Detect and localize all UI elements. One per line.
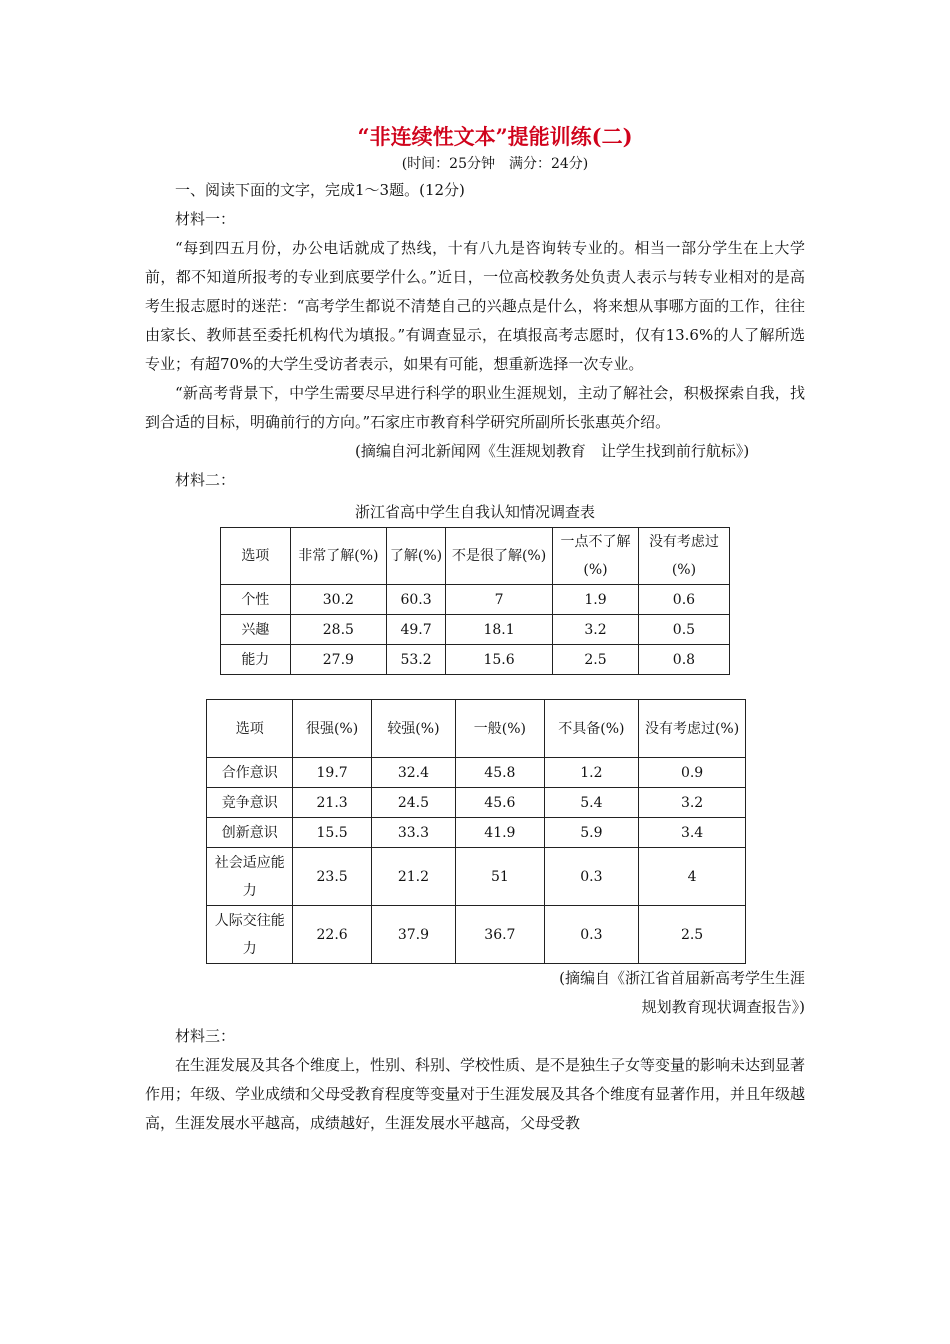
table-header-cell: 选项 [221, 528, 291, 585]
table-cell: 53.2 [387, 645, 446, 675]
table-cell: 0.9 [639, 758, 746, 788]
table-header-cell: 选项 [207, 700, 293, 758]
table-cell: 49.7 [387, 615, 446, 645]
table-cell: 1.2 [544, 758, 639, 788]
material-2-source-line-2: 规划教育现状调查报告》) [641, 998, 805, 1016]
table-cell: 36.7 [456, 906, 544, 964]
table-row [221, 615, 730, 645]
table-header-cell: 不是很了解(%) [446, 528, 553, 585]
table-cell: 4 [639, 848, 746, 906]
table-cell: 22.6 [293, 906, 371, 964]
table-header-cell: 较强(%) [371, 700, 455, 758]
table-cell: 竞争意识 [207, 788, 293, 818]
table-cell: 51 [456, 848, 544, 906]
material-1-paragraph-1: “每到四五月份，办公电话就成了热线，十有八九是咨询转专业的。相当一部分学生在上大学前，都不知道所报考的专业到底要学什么。”近日，一位高校教务处负责人表示与转专业相对的是高考生报志愿时的迷茫：“高考学生都说不清楚自己的兴趣点是什么，将来想从事哪方面的工作，往往由家长、教师甚至委托机构代为填报。”有调查显示，在填报高考志愿时，仅有13.6%的人了解所选专业；有超70%的大学生受访者表示，如果有可能，想重新选择一次专业。 [145, 239, 805, 373]
table-cell: 兴趣 [221, 615, 291, 645]
table-cell: 15.6 [446, 645, 553, 675]
question-instruction: 一、阅读下面的文字，完成1～3题。(12分) [175, 181, 465, 199]
table-1-caption: 浙江省高中学生自我认知情况调查表 [354, 503, 595, 521]
material-2-source-line-1: (摘编自《浙江省首届新高考学生生涯 [559, 969, 805, 987]
document-content [145, 122, 805, 1138]
table-cell: 3.2 [639, 788, 746, 818]
table-cell: 27.9 [290, 645, 386, 675]
table-row [207, 818, 746, 848]
table-cell: 0.5 [638, 615, 729, 645]
table-cell: 41.9 [456, 818, 544, 848]
table-cell: 21.3 [293, 788, 371, 818]
table-header-row [221, 528, 730, 585]
table-cell: 21.2 [371, 848, 455, 906]
table-header-cell: 很强(%) [293, 700, 371, 758]
material-1-label: 材料一： [175, 210, 236, 228]
table-cell: 5.4 [544, 788, 639, 818]
table-cell: 3.4 [639, 818, 746, 848]
table-cell: 0.3 [544, 848, 639, 906]
table-cell: 30.2 [290, 585, 386, 615]
material-3-label: 材料三： [175, 1027, 236, 1045]
table-cell: 45.8 [456, 758, 544, 788]
material-3-paragraph-1: 在生涯发展及其各个维度上，性别、科别、学校性质、是不是独生子女等变量的影响未达到显著作用；年级、学业成绩和父母受教育程度等变量对于生涯发展及其各个维度有显著作用，并且年级越高，生涯发展水平越高，成绩越好，生涯发展水平越高，父母受教 [145, 1056, 806, 1132]
table-header-cell: 非常了解(%) [290, 528, 386, 585]
table-cell: 18.1 [446, 615, 553, 645]
table-row [221, 585, 730, 615]
table-cell: 33.3 [371, 818, 455, 848]
ability-survey-table [206, 699, 746, 964]
table-cell: 合作意识 [207, 758, 293, 788]
table-row [221, 645, 730, 675]
table-cell: 28.5 [290, 615, 386, 645]
table-cell: 45.6 [456, 788, 544, 818]
table-cell: 60.3 [387, 585, 446, 615]
table-cell: 人际交往能力 [207, 906, 293, 964]
table-cell: 32.4 [371, 758, 455, 788]
material-2-label: 材料二： [175, 471, 236, 489]
table-cell: 2.5 [639, 906, 746, 964]
document-title: “非连续性文本”提能训练(二) [357, 124, 633, 149]
table-cell: 3.2 [553, 615, 639, 645]
table-row [207, 906, 746, 964]
material-1-paragraph-2: “新高考背景下，中学生需要尽早进行科学的职业生涯规划，主动了解社会，积极探索自我，找到合适的目标，明确前行的方向。”石家庄市教育科学研究所副所长张惠英介绍。 [145, 384, 805, 431]
table-cell: 0.3 [544, 906, 639, 964]
self-cognition-table [220, 527, 730, 675]
material-1-source: (摘编自河北新闻网《生涯规划教育 让学生找到前行航标》) [355, 442, 750, 460]
time-score-info: (时间：25分钟 满分：24分) [401, 156, 589, 172]
table-cell: 5.9 [544, 818, 639, 848]
table-cell: 15.5 [293, 818, 371, 848]
table-cell: 0.6 [638, 585, 729, 615]
table-cell: 37.9 [371, 906, 455, 964]
table-row [207, 758, 746, 788]
table-cell: 23.5 [293, 848, 371, 906]
table-row [207, 788, 746, 818]
table-cell: 能力 [221, 645, 291, 675]
table-cell: 0.8 [638, 645, 729, 675]
table-cell: 19.7 [293, 758, 371, 788]
table-cell: 创新意识 [207, 818, 293, 848]
table-cell: 社会适应能力 [207, 848, 293, 906]
table-cell: 2.5 [553, 645, 639, 675]
table-header-cell: 一般(%) [456, 700, 544, 758]
table-header-cell: 一点不了解(%) [553, 528, 639, 585]
table-row [207, 848, 746, 906]
table-cell: 1.9 [553, 585, 639, 615]
table-header-row [207, 700, 746, 758]
table-header-cell: 不具备(%) [544, 700, 639, 758]
table-header-cell: 没有考虑过(%) [639, 700, 746, 758]
table-header-cell: 了解(%) [387, 528, 446, 585]
table-cell: 个性 [221, 585, 291, 615]
table-cell: 7 [446, 585, 553, 615]
table-cell: 24.5 [371, 788, 455, 818]
table-header-cell: 没有考虑过(%) [638, 528, 729, 585]
